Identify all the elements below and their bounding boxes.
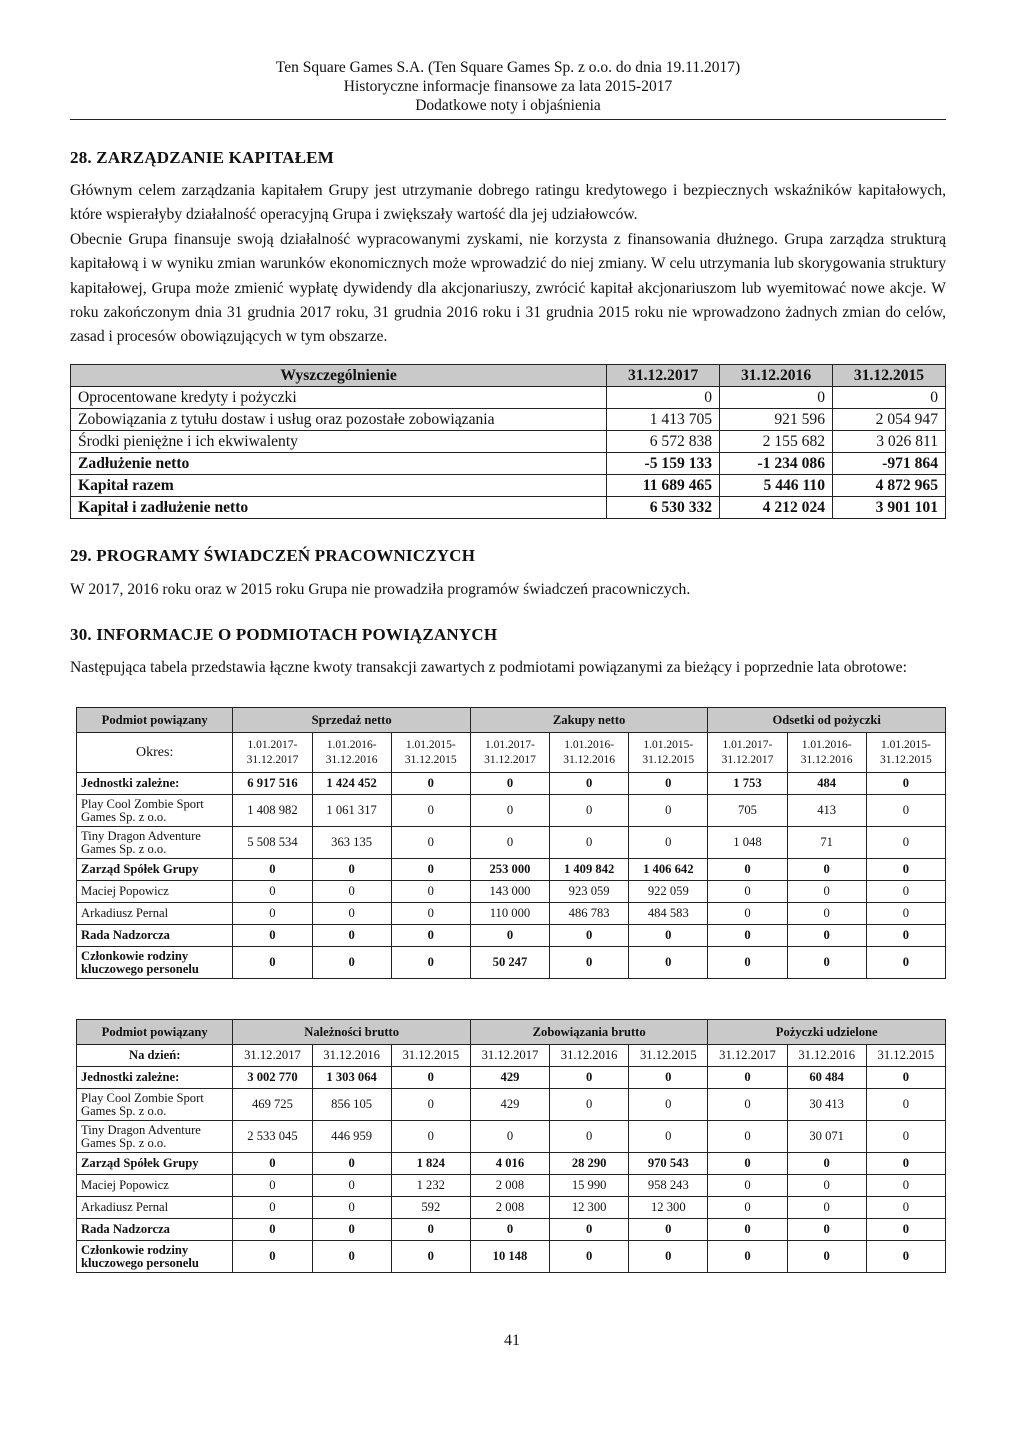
capital-header-cell: 31.12.2017: [607, 365, 720, 387]
table-row: [77, 1121, 946, 1153]
table-row: [77, 859, 946, 881]
row-label: Kapitał i zadłużenie netto: [71, 497, 607, 519]
group-header-loans: Pożyczki udzielone: [708, 1020, 946, 1045]
value-cell: 0: [866, 1219, 945, 1241]
value-cell: 0: [233, 1241, 312, 1273]
value-cell: 0: [866, 859, 945, 881]
value-cell: 6 572 838: [607, 431, 720, 453]
value-cell: 0: [550, 1067, 629, 1089]
date-cell: 31.12.2015: [629, 1045, 708, 1067]
value-cell: 0: [629, 827, 708, 859]
entity-label: Play Cool Zombie Sport Games Sp. z o.o.: [77, 795, 233, 827]
entity-label: Arkadiusz Pernal: [77, 1197, 233, 1219]
value-cell: 0: [866, 1121, 945, 1153]
table-row: [77, 903, 946, 925]
value-cell: 0: [391, 773, 470, 795]
period-cell: 1.01.2016- 31.12.2016: [550, 733, 629, 773]
value-cell: 1 303 064: [312, 1067, 391, 1089]
value-cell: 2 054 947: [833, 409, 946, 431]
section-28-title: 28. ZARZĄDZANIE KAPITAŁEM: [70, 148, 334, 167]
value-cell: 0: [550, 1241, 629, 1273]
value-cell: 0: [391, 1219, 470, 1241]
value-cell: 0: [629, 947, 708, 979]
value-cell: 0: [787, 947, 866, 979]
period-cell: 1.01.2016- 31.12.2016: [787, 733, 866, 773]
value-cell: 3 901 101: [833, 497, 946, 519]
value-cell: 12 300: [629, 1197, 708, 1219]
value-cell: 446 959: [312, 1121, 391, 1153]
value-cell: 413: [787, 795, 866, 827]
group-header-purchases: Zakupy netto: [470, 708, 708, 733]
date-cell: 31.12.2016: [787, 1045, 866, 1067]
section-30-title: 30. INFORMACJE O PODMIOTACH POWIĄZANYCH: [70, 625, 498, 644]
value-cell: 12 300: [550, 1197, 629, 1219]
table-row: [77, 1089, 946, 1121]
table-row: [77, 1197, 946, 1219]
value-cell: 0: [550, 1121, 629, 1153]
date-cell: 31.12.2015: [866, 1045, 945, 1067]
header-company: Ten Square Games S.A. (Ten Square Games Sp. z o.o. do dnia 19.11.2017): [275, 59, 741, 76]
entity-label: Członkowie rodziny kluczowego personelu: [77, 1241, 233, 1273]
date-label: Na dzień:: [77, 1045, 233, 1067]
value-cell: 0: [708, 1153, 787, 1175]
value-cell: 2 008: [470, 1197, 549, 1219]
value-cell: 0: [833, 387, 946, 409]
section-29-text: [70, 578, 946, 602]
value-cell: 0: [391, 881, 470, 903]
entity-label: Arkadiusz Pernal: [77, 903, 233, 925]
capital-header-cell: 31.12.2016: [720, 365, 833, 387]
value-cell: 0: [629, 795, 708, 827]
value-cell: 0: [866, 773, 945, 795]
value-cell: 0: [312, 1175, 391, 1197]
value-cell: 0: [787, 1175, 866, 1197]
row-label: Środki pieniężne i ich ekwiwalenty: [71, 431, 607, 453]
value-cell: 4 872 965: [833, 475, 946, 497]
value-cell: 0: [233, 1197, 312, 1219]
entity-label: Rada Nadzorcza: [77, 925, 233, 947]
table-row: [71, 475, 946, 497]
value-cell: 0: [312, 1219, 391, 1241]
value-cell: 0: [470, 1219, 549, 1241]
value-cell: 0: [233, 1153, 312, 1175]
value-cell: 0: [391, 827, 470, 859]
value-cell: 0: [391, 1089, 470, 1121]
entity-label: Jednostki zależne:: [77, 1067, 233, 1089]
value-cell: 0: [312, 881, 391, 903]
value-cell: 143 000: [470, 881, 549, 903]
section-29-title: 29. PROGRAMY ŚWIADCZEŃ PRACOWNICZYCH: [70, 546, 476, 565]
value-cell: 0: [708, 1197, 787, 1219]
value-cell: 0: [312, 925, 391, 947]
table-row: [71, 409, 946, 431]
table-row: [77, 947, 946, 979]
value-cell: 592: [391, 1197, 470, 1219]
value-cell: 0: [866, 903, 945, 925]
row-label: Zobowiązania z tytułu dostaw i usług oraz pozostałe zobowiązania: [71, 409, 607, 431]
value-cell: 0: [629, 1067, 708, 1089]
value-cell: 0: [312, 903, 391, 925]
value-cell: 0: [629, 1219, 708, 1241]
value-cell: 705: [708, 795, 787, 827]
value-cell: 429: [470, 1067, 549, 1089]
header-section: Dodatkowe noty i objaśnienia: [415, 97, 601, 114]
value-cell: 0: [708, 1241, 787, 1273]
value-cell: 0: [787, 881, 866, 903]
period-cell: 1.01.2015- 31.12.2015: [391, 733, 470, 773]
value-cell: 0: [233, 1175, 312, 1197]
date-cell: 31.12.2017: [470, 1045, 549, 1067]
value-cell: 2 008: [470, 1175, 549, 1197]
entity-label: Rada Nadzorcza: [77, 1219, 233, 1241]
group-header-receivables: Należności brutto: [233, 1020, 471, 1045]
value-cell: 60 484: [787, 1067, 866, 1089]
value-cell: 110 000: [470, 903, 549, 925]
value-cell: 1 413 705: [607, 409, 720, 431]
page-number: 41: [504, 1332, 520, 1349]
value-cell: 486 783: [550, 903, 629, 925]
value-cell: 10 148: [470, 1241, 549, 1273]
value-cell: 0: [391, 795, 470, 827]
value-cell: 1 824: [391, 1153, 470, 1175]
balances-group-header: [77, 1020, 946, 1045]
value-cell: 3 026 811: [833, 431, 946, 453]
row-label: Zadłużenie netto: [71, 453, 607, 475]
value-cell: 856 105: [312, 1089, 391, 1121]
table-row: [77, 827, 946, 859]
section-30-text: [70, 656, 946, 680]
value-cell: 0: [866, 1175, 945, 1197]
table-row: [77, 1175, 946, 1197]
value-cell: 0: [629, 773, 708, 795]
value-cell: 0: [312, 1241, 391, 1273]
value-cell: 1 753: [708, 773, 787, 795]
value-cell: 5 508 534: [233, 827, 312, 859]
value-cell: 30 071: [787, 1121, 866, 1153]
date-cell: 31.12.2017: [233, 1045, 312, 1067]
value-cell: 0: [629, 1241, 708, 1273]
value-cell: 0: [708, 1089, 787, 1121]
entity-label: Tiny Dragon Adventure Games Sp. z o.o.: [77, 1121, 233, 1153]
value-cell: 0: [550, 795, 629, 827]
group-header-sales: Sprzedaż netto: [233, 708, 471, 733]
period-cell: 1.01.2016- 31.12.2016: [312, 733, 391, 773]
value-cell: 0: [787, 925, 866, 947]
value-cell: 0: [312, 1153, 391, 1175]
period-cell: 1.01.2015- 31.12.2015: [629, 733, 708, 773]
value-cell: 0: [708, 925, 787, 947]
entity-header: Podmiot powiązany: [77, 1020, 233, 1045]
page-header: [70, 58, 946, 115]
capital-table-header: [71, 365, 946, 387]
value-cell: 0: [866, 795, 945, 827]
value-cell: 0: [550, 1219, 629, 1241]
value-cell: 0: [312, 859, 391, 881]
table-row: [71, 387, 946, 409]
value-cell: 469 725: [233, 1089, 312, 1121]
value-cell: 0: [708, 903, 787, 925]
value-cell: 1 406 642: [629, 859, 708, 881]
value-cell: 0: [629, 1089, 708, 1121]
value-cell: 0: [391, 1241, 470, 1273]
value-cell: 6 917 516: [233, 773, 312, 795]
capital-header-cell: Wyszczególnienie: [71, 365, 607, 387]
value-cell: 363 135: [312, 827, 391, 859]
value-cell: 0: [233, 859, 312, 881]
value-cell: 1 061 317: [312, 795, 391, 827]
table-row: [77, 881, 946, 903]
value-cell: 0: [550, 947, 629, 979]
value-cell: 0: [708, 947, 787, 979]
value-cell: 0: [391, 903, 470, 925]
table-row: [71, 431, 946, 453]
value-cell: 1 424 452: [312, 773, 391, 795]
period-cell: 1.01.2015- 31.12.2015: [866, 733, 945, 773]
value-cell: 429: [470, 1089, 549, 1121]
value-cell: 0: [550, 1089, 629, 1121]
row-label: Kapitał razem: [71, 475, 607, 497]
period-label: Okres:: [77, 733, 233, 773]
section-28-text: [70, 179, 946, 350]
value-cell: 50 247: [470, 947, 549, 979]
entity-label: Maciej Popowicz: [77, 1175, 233, 1197]
value-cell: 3 002 770: [233, 1067, 312, 1089]
value-cell: 0: [708, 1121, 787, 1153]
value-cell: 0: [391, 925, 470, 947]
value-cell: 484: [787, 773, 866, 795]
entity-label: Play Cool Zombie Sport Games Sp. z o.o.: [77, 1089, 233, 1121]
value-cell: 71: [787, 827, 866, 859]
value-cell: 0: [787, 859, 866, 881]
table-row: [77, 1067, 946, 1089]
value-cell: 0: [708, 859, 787, 881]
value-cell: 970 543: [629, 1153, 708, 1175]
value-cell: 0: [233, 881, 312, 903]
value-cell: 4 212 024: [720, 497, 833, 519]
value-cell: 0: [550, 827, 629, 859]
value-cell: 0: [312, 1197, 391, 1219]
value-cell: 0: [787, 1153, 866, 1175]
date-cell: 31.12.2016: [550, 1045, 629, 1067]
value-cell: 0: [866, 1153, 945, 1175]
value-cell: 0: [233, 1219, 312, 1241]
table-row: [71, 497, 946, 519]
date-cell: 31.12.2015: [391, 1045, 470, 1067]
entity-header: Podmiot powiązany: [77, 708, 233, 733]
value-cell: 0: [233, 903, 312, 925]
section-28-paragraph-1: Głównym celem zarządzania kapitałem Grupy jest utrzymanie dobrego ratingu kredytowego i bezpiecznych wskaźników kapitałowych, które wspierałyby działalność operacyjną Grupa i zwiększały wartość dla jej udziałowców.: [70, 182, 946, 224]
value-cell: 2 533 045: [233, 1121, 312, 1153]
period-cell: 1.01.2017- 31.12.2017: [708, 733, 787, 773]
value-cell: 0: [866, 1197, 945, 1219]
value-cell: -5 159 133: [607, 453, 720, 475]
value-cell: 253 000: [470, 859, 549, 881]
table-row: [77, 925, 946, 947]
value-cell: 1 409 842: [550, 859, 629, 881]
value-cell: 958 243: [629, 1175, 708, 1197]
value-cell: 0: [708, 1219, 787, 1241]
entity-label: Maciej Popowicz: [77, 881, 233, 903]
value-cell: 15 990: [550, 1175, 629, 1197]
group-header-liabilities: Zobowiązania brutto: [470, 1020, 708, 1045]
value-cell: 0: [312, 947, 391, 979]
value-cell: 1 408 982: [233, 795, 312, 827]
value-cell: 921 596: [720, 409, 833, 431]
date-cell: 31.12.2017: [708, 1045, 787, 1067]
table-row: [77, 773, 946, 795]
value-cell: 0: [866, 1241, 945, 1273]
value-cell: 0: [866, 1089, 945, 1121]
capital-header-cell: 31.12.2015: [833, 365, 946, 387]
value-cell: 0: [391, 859, 470, 881]
value-cell: 0: [391, 1121, 470, 1153]
value-cell: 0: [470, 773, 549, 795]
entity-label: Zarząd Spółek Grupy: [77, 859, 233, 881]
value-cell: 0: [708, 1175, 787, 1197]
value-cell: 1 232: [391, 1175, 470, 1197]
value-cell: 0: [866, 881, 945, 903]
value-cell: 0: [391, 947, 470, 979]
value-cell: 0: [550, 925, 629, 947]
value-cell: 0: [787, 903, 866, 925]
value-cell: 6 530 332: [607, 497, 720, 519]
table-row: [77, 1241, 946, 1273]
section-28-paragraph-2: Obecnie Grupa finansuje swoją działalność wypracowanymi zyskami, nie korzysta z finansowania dłużnego. Grupa zarządza strukturą kapitałową i w wyniku zmian warunków ekonomicznych może wprowadzić do niej zmiany. W celu utrzymania lub skorygowania struktury kapitałowej, Grupa może zmienić wypłatę dywidendy dla akcjonariuszy, zwrócić kapitał akcjonariuszom lub wyemitować nowe akcje. W roku zakończonym dnia 31 grudnia 2017 roku, 31 grudnia 2016 roku i 31 grudnia 2015 roku nie wprowadzono żadnych zmian do celów, zasad i procesów obowiązujących w tym obszarze.: [70, 230, 946, 346]
value-cell: 0: [629, 925, 708, 947]
value-cell: 0: [233, 925, 312, 947]
table-row: [71, 453, 946, 475]
value-cell: 0: [470, 925, 549, 947]
capital-table: [70, 364, 946, 519]
value-cell: 0: [470, 795, 549, 827]
value-cell: 0: [233, 947, 312, 979]
value-cell: 0: [866, 1067, 945, 1089]
period-cell: 1.01.2017- 31.12.2017: [233, 733, 312, 773]
value-cell: 922 059: [629, 881, 708, 903]
value-cell: 1 048: [708, 827, 787, 859]
value-cell: 28 290: [550, 1153, 629, 1175]
value-cell: 484 583: [629, 903, 708, 925]
entity-label: Zarząd Spółek Grupy: [77, 1153, 233, 1175]
balances-table: [76, 1019, 946, 1273]
header-subtitle: Historyczne informacje finansowe za lata 2015-2017: [343, 78, 673, 95]
value-cell: 5 446 110: [720, 475, 833, 497]
entity-label: Członkowie rodziny kluczowego personelu: [77, 947, 233, 979]
table-row: [77, 795, 946, 827]
header-rule: [70, 119, 946, 120]
entity-label: Jednostki zależne:: [77, 773, 233, 795]
transactions-period-row: [77, 733, 946, 773]
value-cell: -1 234 086: [720, 453, 833, 475]
group-header-interest: Odsetki od pożyczki: [708, 708, 946, 733]
section-29-paragraph: W 2017, 2016 roku oraz w 2015 roku Grupa nie prowadziła programów świadczeń pracowniczych.: [70, 581, 691, 598]
transactions-group-header: [77, 708, 946, 733]
value-cell: 4 016: [470, 1153, 549, 1175]
value-cell: 0: [787, 1219, 866, 1241]
value-cell: 0: [391, 1067, 470, 1089]
value-cell: -971 864: [833, 453, 946, 475]
entity-label: Tiny Dragon Adventure Games Sp. z o.o.: [77, 827, 233, 859]
value-cell: 0: [607, 387, 720, 409]
value-cell: 0: [470, 1121, 549, 1153]
value-cell: 0: [866, 925, 945, 947]
value-cell: 0: [866, 947, 945, 979]
transactions-table: [76, 707, 946, 979]
date-cell: 31.12.2016: [312, 1045, 391, 1067]
value-cell: 30 413: [787, 1089, 866, 1121]
value-cell: 11 689 465: [607, 475, 720, 497]
value-cell: 0: [787, 1241, 866, 1273]
value-cell: 0: [470, 827, 549, 859]
balances-date-row: [77, 1045, 946, 1067]
value-cell: 0: [550, 773, 629, 795]
row-label: Oprocentowane kredyty i pożyczki: [71, 387, 607, 409]
table-row: [77, 1219, 946, 1241]
value-cell: 0: [720, 387, 833, 409]
table-row: [77, 1153, 946, 1175]
section-30-paragraph: Następująca tabela przedstawia łączne kwoty transakcji zawartych z podmiotami powiązanymi za bieżący i poprzednie lata obrotowe:: [70, 659, 907, 676]
value-cell: 0: [708, 881, 787, 903]
value-cell: 0: [708, 1067, 787, 1089]
value-cell: 0: [629, 1121, 708, 1153]
value-cell: 2 155 682: [720, 431, 833, 453]
period-cell: 1.01.2017- 31.12.2017: [470, 733, 549, 773]
value-cell: 0: [787, 1197, 866, 1219]
value-cell: 923 059: [550, 881, 629, 903]
value-cell: 0: [866, 827, 945, 859]
